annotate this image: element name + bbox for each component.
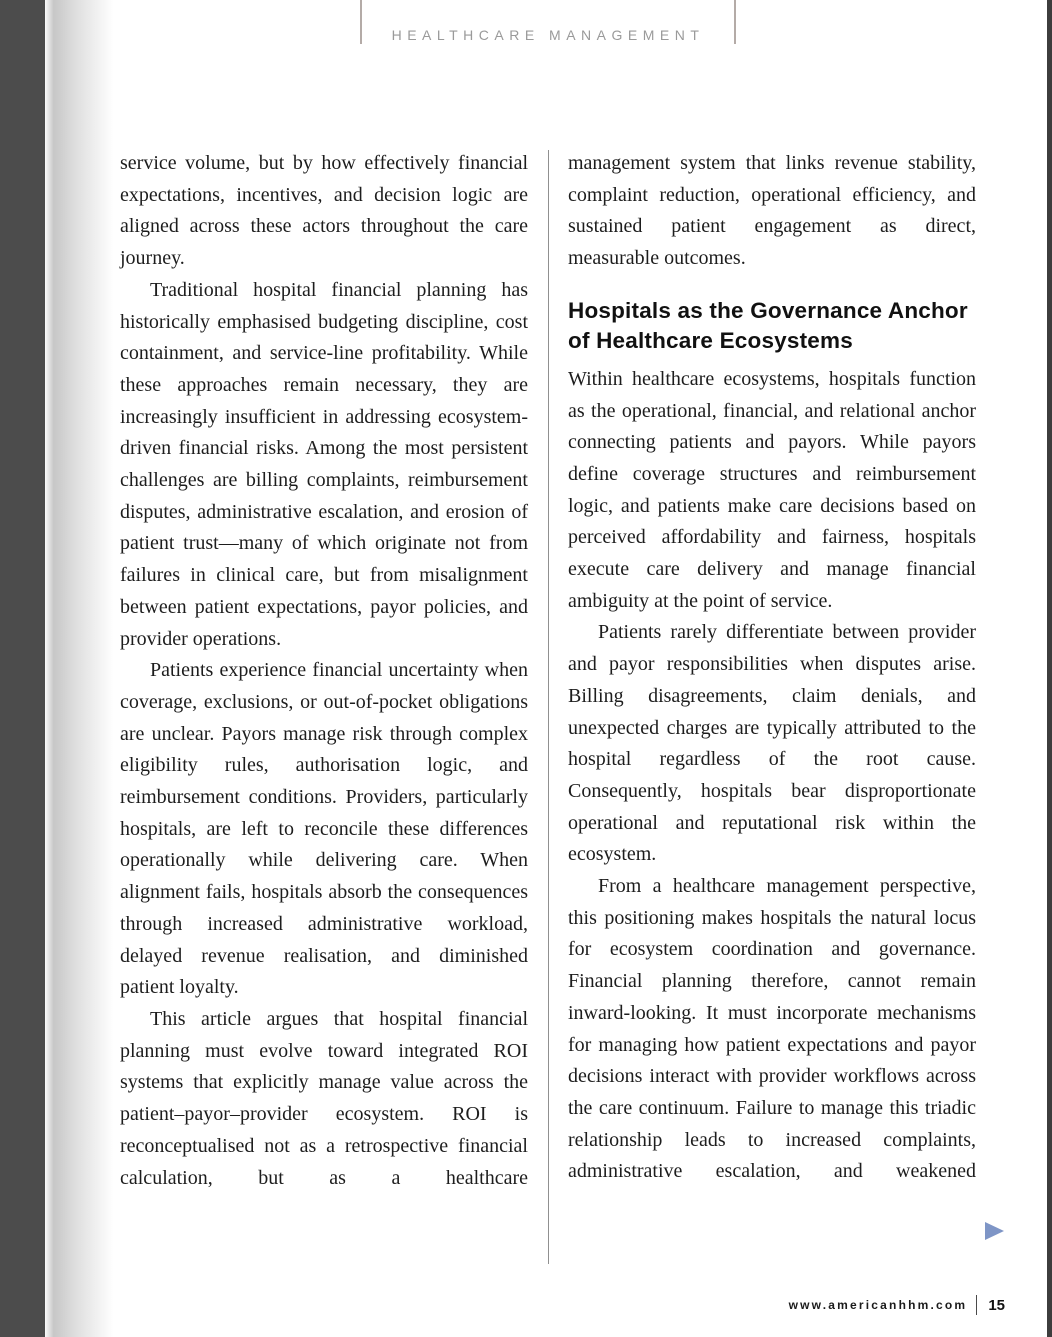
column-divider [548, 150, 549, 1264]
page-edge-strip [1047, 0, 1052, 1337]
paragraph: This article argues that hospital financial planning must evolve toward integrated ROI systems that explicitly manage value across the patient–payor–provider ecosystem. ROI is reconceptualised not as a retrospective financial calculation, but as a healthcare [120, 1007, 528, 1189]
article-column-right [568, 148, 976, 1188]
section-title: HEALTHCARE MANAGEMENT [391, 27, 705, 43]
footer [789, 1295, 1005, 1315]
page-curl-shading [45, 0, 117, 1337]
paragraph: Patients experience financial uncertainty when coverage, exclusions, or out-of-pocket obligations are unclear. Payors manage risk through complex eligibility rules, authorisation logic, and reimbursement conditions. Providers, particularly hospitals, are left to reconcile these differences operationally while delivering care. When alignment fails, hospitals absorb the consequences through increased administrative workload, delayed revenue realisation, and diminished patient loyalty. [120, 659, 528, 999]
section-heading: Hospitals as the Governance Anchor of Healthcare Ecosystems [568, 297, 968, 353]
section-header [120, 0, 976, 44]
paragraph: Traditional hospital financial planning has historically emphasised budgeting discipline, cost containment, and service-line profitability. While these approaches remain necessary, they are increasingly insufficient in addressing ecosystem-driven financial risks. Among the most persistent challenges are billing complaints, reimbursement disputes, administrative escalation, and erosion of patient trust—many of which originate not from failures in clinical care, but from misalignment between patient expectations, payor policies, and provider operations. [120, 278, 528, 650]
paragraph: management system that links revenue stability, complaint reduction, operational efficiency, and sustained patient engagement as direct, measurable outcomes. [568, 152, 976, 270]
footer-url[interactable]: www.americanhhm.com [788, 1298, 968, 1312]
paragraph: Within healthcare ecosystems, hospitals function as the operational, financial, and relational anchor connecting patients and payors. While payors define coverage structures and reimbursement logic, and patients make care decisions based on perceived affordability and fairness, hospitals execute care delivery and manage financial ambiguity at the point of service. [568, 367, 976, 612]
paragraph: service volume, but by how effectively financial expectations, incentives, and decision logic are aligned across these actors throughout the care journey. [120, 152, 528, 270]
page-number: 15 [988, 1296, 1005, 1314]
story-continues-arrow-icon [985, 1222, 1004, 1240]
paragraph: Patients rarely differentiate between provider and payor responsibilities when disputes arise. Billing disagreements, claim denials, and unexpected charges are typically attributed to the hospital regardless of the root cause. Consequently, hospitals bear disproportionate operational and reputational risk within the ecosystem. [568, 621, 976, 866]
header-rule-left [360, 0, 362, 44]
article-column-left [120, 148, 528, 1194]
page-binding-bar [0, 0, 45, 1337]
header-rule-right [734, 0, 736, 44]
paragraph: From a healthcare management perspective, this positioning makes hospitals the natural locus for ecosystem coordination and governance. Financial planning therefore, cannot remain inward-looking. It must incorporate mechanisms for managing how patient expectations and payor decisions interact with provider workflows across the care continuum. Failure to manage this triadic relationship leads to increased complaints, administrative escalation, and weakened [568, 875, 976, 1183]
footer-divider [976, 1295, 977, 1315]
